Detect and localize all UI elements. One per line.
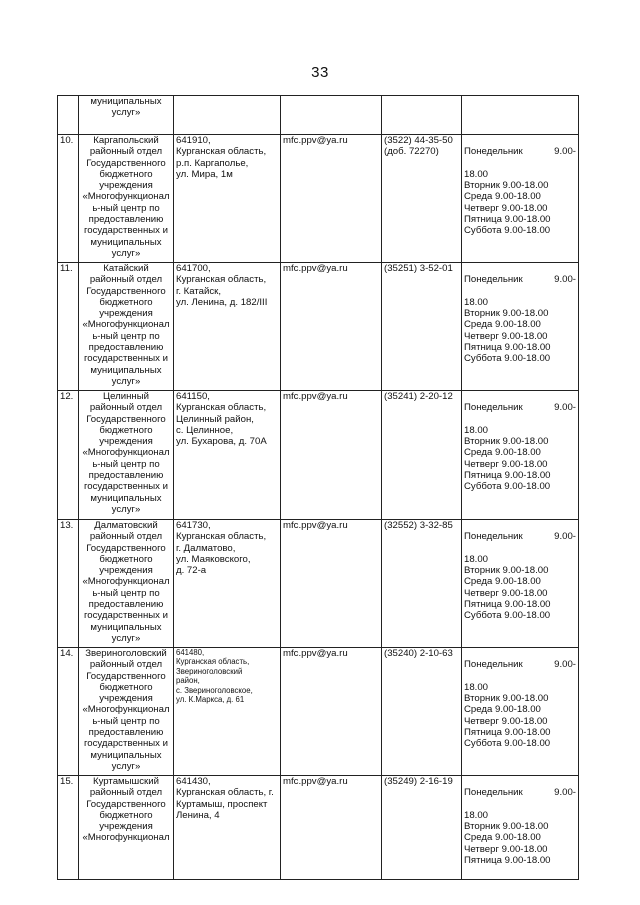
office-hours bbox=[462, 520, 579, 648]
office-email: mfc.ppv@ya.ru bbox=[281, 520, 382, 648]
office-name: Каргапольский районный отдел Государственного бюджетного учреждения «Многофункционал ь-ный центр по предоставлению государственных и муниципальных услуг» bbox=[79, 135, 174, 263]
office-phone: (35249) 2-16-19 bbox=[382, 776, 462, 880]
hours-time: 9.00- bbox=[554, 531, 576, 543]
row-number-cell bbox=[58, 96, 79, 135]
office-address: 641150, Курганская область, Целинный район, с. Целинное, ул. Бухарова, д. 70А bbox=[174, 391, 281, 520]
office-email: mfc.ppv@ya.ru bbox=[281, 648, 382, 776]
row-number: 10. bbox=[58, 135, 79, 263]
office-name: Катайский районный отдел Государственного бюджетного учреждения «Многофункционал ь-ный центр по предоставлению государственных и муниципальных услуг» bbox=[79, 263, 174, 391]
hours-time: 9.00- bbox=[554, 659, 576, 671]
email-cell bbox=[281, 96, 382, 135]
office-hours bbox=[462, 648, 579, 776]
table-row bbox=[58, 263, 579, 391]
phone-cell bbox=[382, 96, 462, 135]
office-phone: (3522) 44-35-50 (доб. 72270) bbox=[382, 135, 462, 263]
office-phone: (32552) 3-32-85 bbox=[382, 520, 462, 648]
hours-day: Понедельник bbox=[464, 659, 523, 671]
office-name-cell: муниципальных услуг» bbox=[79, 96, 174, 135]
hours-day: Понедельник bbox=[464, 787, 523, 799]
hours-list: 18.00 Вторник 9.00-18.00 Среда 9.00-18.00 Четверг 9.00-18.00 Пятница 9.00-18.00 Суббота 9.00-18.00 bbox=[464, 424, 551, 493]
office-name: Куртамышский районный отдел Государственного бюджетного учреждения «Многофункционал bbox=[79, 776, 174, 880]
address-cell bbox=[174, 96, 281, 135]
table-row bbox=[58, 776, 579, 880]
row-number: 14. bbox=[58, 648, 79, 776]
office-name: Звериноголовский районный отдел Государственного бюджетного учреждения «Многофункционал ь-ный центр по предоставлению государственных и муниципальных услуг» bbox=[79, 648, 174, 776]
hours-time: 9.00- bbox=[554, 402, 576, 414]
hours-list: 18.00 Вторник 9.00-18.00 Среда 9.00-18.00 Четверг 9.00-18.00 Пятница 9.00-18.00 Суббота 9.00-18.00 bbox=[464, 681, 551, 750]
page-number: 33 bbox=[311, 64, 329, 81]
office-name: Далматовский районный отдел Государственного бюджетного учреждения «Многофункционал ь-ный центр по предоставлению государственных и муниципальных услуг» bbox=[79, 520, 174, 648]
office-name: Целинный районный отдел Государственного бюджетного учреждения «Многофункционал ь-ный центр по предоставлению государственных и муниципальных услуг» bbox=[79, 391, 174, 520]
office-email: mfc.ppv@ya.ru bbox=[281, 776, 382, 880]
row-number: 15. bbox=[58, 776, 79, 880]
office-hours bbox=[462, 263, 579, 391]
table-row bbox=[58, 135, 579, 263]
office-address: 641700, Курганская область, г. Катайск, ул. Ленина, д. 182/III bbox=[174, 263, 281, 391]
office-hours bbox=[462, 776, 579, 880]
mfc-offices-table bbox=[57, 95, 579, 880]
office-email: mfc.ppv@ya.ru bbox=[281, 391, 382, 520]
office-phone: (35240) 2-10-63 bbox=[382, 648, 462, 776]
row-number: 12. bbox=[58, 391, 79, 520]
hours-day: Понедельник bbox=[464, 274, 523, 286]
office-hours bbox=[462, 391, 579, 520]
office-hours bbox=[462, 135, 579, 263]
office-email: mfc.ppv@ya.ru bbox=[281, 263, 382, 391]
row-number: 13. bbox=[58, 520, 79, 648]
hours-day: Понедельник bbox=[464, 402, 523, 414]
table-row bbox=[58, 391, 579, 520]
table-row bbox=[58, 648, 579, 776]
hours-cell bbox=[462, 96, 579, 135]
office-email: mfc.ppv@ya.ru bbox=[281, 135, 382, 263]
table-row bbox=[58, 520, 579, 648]
hours-list: 18.00 Вторник 9.00-18.00 Среда 9.00-18.00 Четверг 9.00-18.00 Пятница 9.00-18.00 Суббота 9.00-18.00 bbox=[464, 553, 551, 622]
hours-list: 18.00 Вторник 9.00-18.00 Среда 9.00-18.00 Четверг 9.00-18.00 Пятница 9.00-18.00 Суббота 9.00-18.00 bbox=[464, 168, 551, 237]
hours-list: 18.00 Вторник 9.00-18.00 Среда 9.00-18.00 Четверг 9.00-18.00 Пятница 9.00-18.00 Суббота 9.00-18.00 bbox=[464, 296, 551, 365]
hours-time: 9.00- bbox=[554, 146, 576, 158]
hours-day: Понедельник bbox=[464, 531, 523, 543]
office-address: 641480, Курганская область, Звериноголовский район, с. Звериноголовское, ул. К.Маркса, д. 61 bbox=[174, 648, 281, 776]
office-address: 641910, Курганская область, р.п. Каргаполье, ул. Мира, 1м bbox=[174, 135, 281, 263]
row-number: 11. bbox=[58, 263, 79, 391]
office-address: 641430, Курганская область, г. Куртамыш, проспект Ленина, 4 bbox=[174, 776, 281, 880]
office-phone: (35241) 2-20-12 bbox=[382, 391, 462, 520]
hours-time: 9.00- bbox=[554, 787, 576, 799]
hours-list: 18.00 Вторник 9.00-18.00 Среда 9.00-18.00 Четверг 9.00-18.00 Пятница 9.00-18.00 bbox=[464, 809, 551, 867]
table-row-continuation bbox=[58, 96, 579, 135]
hours-time: 9.00- bbox=[554, 274, 576, 286]
office-phone: (35251) 3-52-01 bbox=[382, 263, 462, 391]
hours-day: Понедельник bbox=[464, 146, 523, 158]
office-address: 641730, Курганская область, г. Далматово, ул. Маяковского, д. 72-а bbox=[174, 520, 281, 648]
